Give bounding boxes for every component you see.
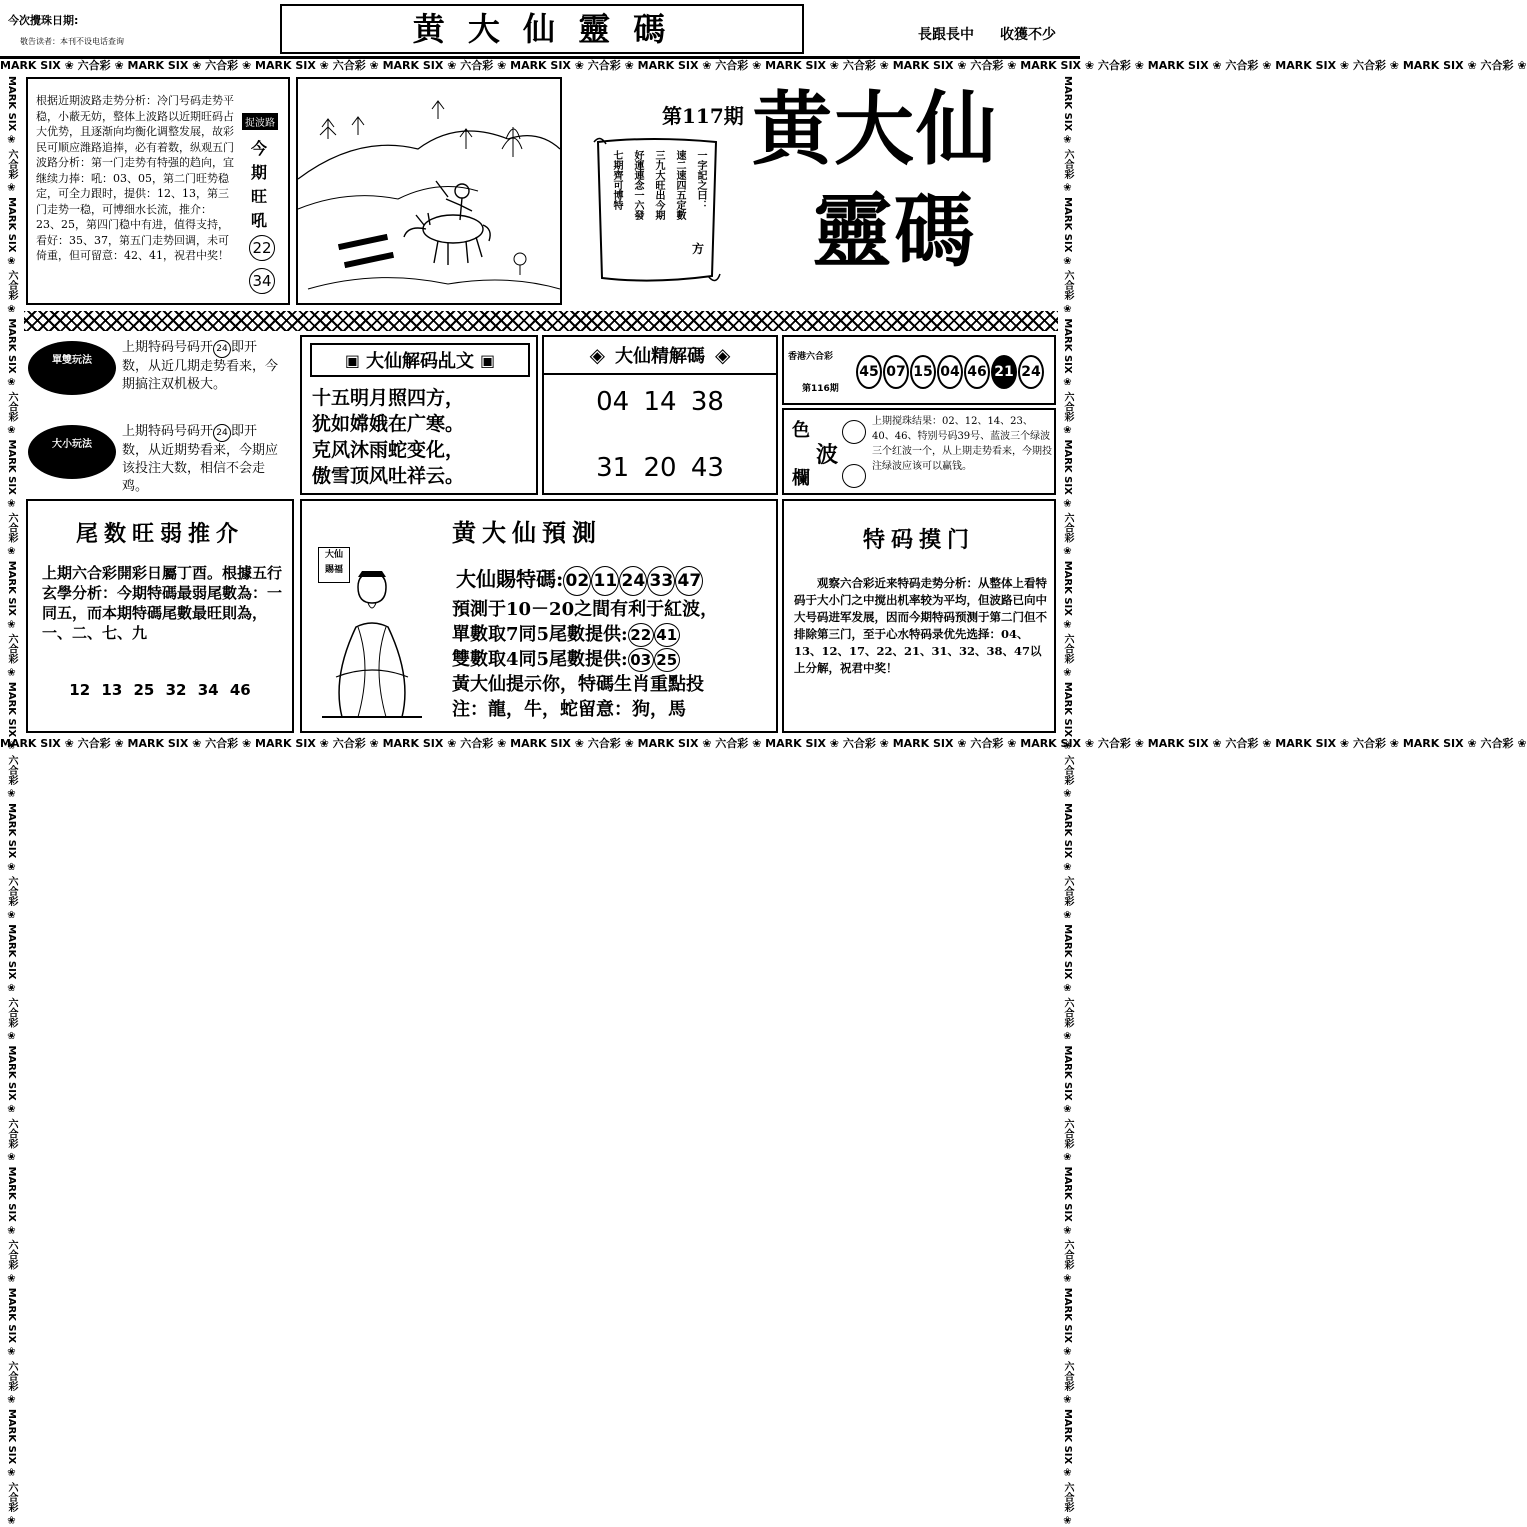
color-wave-circle-2 — [842, 464, 866, 488]
single-double-text-b: 即开 数，从近几期走势看来，今期搞注双机极大。 — [122, 340, 279, 392]
header-title-box — [280, 4, 804, 54]
special-num: 11 — [591, 566, 619, 596]
tail-title: 尾数旺弱推介 — [75, 521, 244, 547]
color-wave-label-1: 色 — [792, 420, 810, 441]
sage-stamp-side: 賜福 — [324, 565, 343, 575]
special-num: 33 — [647, 566, 675, 596]
special-num: 24 — [619, 566, 647, 596]
tail-text: 上期六合彩開彩日屬丁酉。根據五行玄學分析：今期特碼最弱尾數為：一同五，而本期特碼尾數最旺則為，一、二、七、九 — [42, 564, 283, 642]
hatch-divider — [24, 311, 1058, 331]
tail-num: 13 — [101, 681, 123, 699]
tail-num: 32 — [165, 681, 187, 699]
scroll-decoration — [592, 136, 722, 286]
tail-box — [26, 499, 294, 733]
door-title: 特码摸门 — [862, 527, 975, 553]
illustration-box — [296, 77, 562, 305]
prediction-line-2-num: 41 — [654, 623, 680, 647]
prediction-line-5: 注：龍，牛，蛇留意：狗，馬 — [452, 699, 686, 720]
prediction-line-2 — [452, 622, 772, 647]
slogan-left: 長跟長中 — [918, 27, 974, 43]
special-num: 47 — [675, 566, 703, 596]
single-double-badge — [28, 341, 116, 395]
poem-line-2: 犹如嫦娥在广寒。 — [312, 413, 465, 435]
door-text: 观察六合彩近来特码走势分析：从整体上看特码于大小门之中搅出机率较为平均，但波路已向中大号码进军发展，因而今期特码预测于第二门但不排除第三门，至于心水特码录优先选择：04、13、12、17、22、21、31、32、38、47以上分解，祝君中奖！ — [794, 576, 1047, 675]
header-title: 黄 大 仙 靈 碼 — [412, 10, 672, 48]
poem-title-left-icon: ▣ — [344, 350, 360, 370]
color-wave-box — [782, 408, 1056, 495]
color-wave-label-2: 波 — [816, 442, 839, 468]
slogan-right: 收獲不少 — [1000, 27, 1056, 43]
wave-number-1: 22 — [249, 235, 275, 261]
tail-numbers — [28, 681, 292, 699]
mark-six-strip-top: MARK SIX ❀ 六合彩 ❀ MARK SIX ❀ 六合彩 ❀ MARK SIX ❀ 六合彩 ❀ MARK SIX ❀ 六合彩 ❀ MARK SIX ❀ 六合彩 ❀ MARK SIX ❀ 六合彩 ❀ MARK SIX ❀ 六合彩 ❀ MARK SIX ❀ 六合彩 ❀ MARK SIX ❀ 六合彩 ❀ MARK SIX ❀ 六合彩 ❀ MARK SIX ❀ 六合彩 ❀ MARK SIX ❀ 六合彩 ❀ — [0, 59, 1527, 72]
tail-num: 12 — [69, 681, 91, 699]
sage-stamp-main: 大仙 — [324, 550, 343, 560]
big-small-num: 24 — [213, 424, 231, 442]
cowherd-landscape-illustration — [298, 79, 560, 303]
big-small-label: 大小玩法 — [52, 439, 92, 450]
jingjie-num: 20 — [643, 453, 677, 483]
issue-label: 第117期 — [662, 104, 744, 128]
tail-num: 25 — [133, 681, 155, 699]
hk-ball: 45 — [856, 355, 882, 389]
hk-ball: 04 — [937, 355, 963, 389]
single-double-text — [122, 339, 290, 394]
header-bar — [0, 0, 1080, 59]
prediction-title: 黄大仙預測 — [452, 518, 602, 547]
big-small-text-b: 即开 数，从近期势看来，今期应该投注大数，相信不会走鸡。 — [122, 424, 279, 494]
hk-ball: 46 — [964, 355, 990, 389]
scroll-col-1: 一字記之曰： — [695, 150, 706, 210]
special-line — [456, 563, 703, 596]
scroll-col-5: 七期齊可博特 — [611, 150, 622, 210]
door-box — [782, 499, 1056, 733]
wave-tag: 捉波路 — [242, 113, 278, 130]
single-double-text-a: 上期特码号码开 — [122, 340, 214, 355]
wave-analysis-text: 根据近期波路走势分析：冷门号码走势平稳，小蔽无妨，整体上波路以近期旺码占大优势，且逐渐向均衡化调整发展，故彩民可顺应潍路追捧，必有着数，纵观五门波路分析：第一门走势有特强的趋向，宜继续力捧：吼：03、05，第二门旺势稳定，可全力跟时，提供：12、13，第三门走势一稳，可博细水长流，推介：23、25，第四门稳中有进，值得支持，看好：35、37，第五门走势回调，未可倚重，但可留意：42、41，祝君中奖！ — [36, 94, 234, 262]
hk-results-box — [782, 335, 1056, 405]
prediction-lines — [452, 597, 772, 722]
single-double-label: 單雙玩法 — [52, 355, 92, 366]
prediction-line-3-num: 25 — [654, 648, 680, 672]
jingjie-row-2 — [544, 453, 776, 483]
mark-six-strip-left: MARK SIX ❀ 六合彩 ❀ MARK SIX ❀ 六合彩 ❀ MARK SIX ❀ 六合彩 ❀ MARK SIX ❀ 六合彩 ❀ MARK SIX ❀ 六合彩 ❀ MARK SIX ❀ 六合彩 ❀ MARK SIX ❀ 六合彩 ❀ MARK SIX ❀ 六合彩 ❀ MARK SIX ❀ 六合彩 ❀ MARK SIX ❀ 六合彩 ❀ MARK SIX ❀ 六合彩 ❀ MARK SIX ❀ 六合彩 ❀ — [6, 76, 17, 1527]
sage-figure-illustration — [312, 567, 432, 727]
color-wave-circle-1 — [842, 420, 866, 444]
jingjie-right-icon: ◈ — [715, 343, 731, 367]
scroll-col-3: 三九大旺出今期 — [653, 150, 664, 220]
poem-line-3: 克风沐雨蛇变化， — [312, 439, 465, 461]
jingjie-num: 38 — [690, 387, 724, 417]
hk-ball: 21 — [991, 355, 1017, 389]
big-small-text-a: 上期特码号码开 — [122, 424, 214, 439]
hk-balls — [856, 355, 1045, 389]
prediction-line-4: 黃大仙提示你，特碼生肖重點投 — [452, 674, 704, 695]
poem-line-4: 傲雪顶风吐祥云。 — [312, 465, 465, 487]
special-num: 02 — [563, 566, 591, 596]
jingjie-left-icon: ◈ — [589, 343, 605, 367]
big-title-2: 靈碼 — [812, 184, 976, 278]
big-small-text — [122, 423, 290, 496]
wave-number-2: 34 — [249, 268, 275, 294]
hk-ball: 07 — [883, 355, 909, 389]
big-title-1: 黄大仙 — [752, 82, 998, 176]
prediction-line-3-num: 03 — [628, 648, 654, 672]
poem-title-bar — [310, 343, 530, 377]
prediction-line-3 — [452, 647, 772, 672]
prediction-line-2-text: 單數取7同5尾數提供: — [452, 624, 628, 645]
big-small-badge — [28, 425, 116, 479]
jingjie-row-1 — [544, 387, 776, 417]
prediction-box — [300, 499, 778, 733]
poem-box — [300, 335, 538, 495]
hk-ball: 24 — [1018, 355, 1044, 389]
prediction-line-1: 預測于10－20之間有利于紅波， — [452, 599, 719, 620]
wave-analysis-box — [26, 77, 290, 305]
jingjie-title-bar — [544, 337, 776, 375]
scroll-col-2: 速二速四五定數 — [674, 150, 685, 220]
hk-ball: 15 — [910, 355, 936, 389]
jingjie-title: 大仙精解碼 — [615, 346, 705, 367]
special-label: 大仙賜特碼: — [456, 567, 564, 591]
mark-six-strip-right: MARK SIX ❀ 六合彩 ❀ MARK SIX ❀ 六合彩 ❀ MARK SIX ❀ 六合彩 ❀ MARK SIX ❀ 六合彩 ❀ MARK SIX ❀ 六合彩 ❀ MARK SIX ❀ 六合彩 ❀ MARK SIX ❀ 六合彩 ❀ MARK SIX ❀ 六合彩 ❀ MARK SIX ❀ 六合彩 ❀ MARK SIX ❀ 六合彩 ❀ MARK SIX ❀ 六合彩 ❀ MARK SIX ❀ 六合彩 ❀ — [1062, 76, 1073, 1527]
draw-date-label: 今次攪珠日期: — [8, 14, 79, 27]
color-wave-text: 上期搅珠结果：02、12、14、23、40、46、特别号码39号、蓝波三个绿波三个红波一个，从上期走势看来，今期投注绿波应该可以赢钱。 — [872, 416, 1052, 472]
color-wave-label-3: 欄 — [792, 468, 810, 489]
prediction-line-3-text: 雙數取4同5尾數提供: — [452, 649, 628, 670]
wave-side-text: 今期旺吼 — [251, 139, 268, 230]
jingjie-num: 04 — [596, 387, 630, 417]
mark-six-strip-bottom: MARK SIX ❀ 六合彩 ❀ MARK SIX ❀ 六合彩 ❀ MARK SIX ❀ 六合彩 ❀ MARK SIX ❀ 六合彩 ❀ MARK SIX ❀ 六合彩 ❀ MARK SIX ❀ 六合彩 ❀ MARK SIX ❀ 六合彩 ❀ MARK SIX ❀ 六合彩 ❀ MARK SIX ❀ 六合彩 ❀ MARK SIX ❀ 六合彩 ❀ MARK SIX ❀ 六合彩 ❀ MARK SIX ❀ 六合彩 ❀ — [0, 737, 1527, 750]
poem-lines — [312, 385, 532, 489]
notice-text: 敬告读者：本刊不设电话查询 — [20, 37, 124, 46]
scroll-col-4: 好運連念一六發 — [632, 150, 643, 220]
hk-issue: 第116期 — [802, 384, 839, 394]
scroll-footer: 方 — [692, 242, 705, 256]
poem-line-1: 十五明月照四方， — [312, 387, 465, 409]
single-double-num: 24 — [213, 340, 231, 358]
jingjie-num: 14 — [643, 387, 677, 417]
tail-num: 34 — [197, 681, 219, 699]
poem-title: 大仙解码乩文 — [366, 351, 474, 372]
poem-title-right-icon: ▣ — [480, 350, 496, 370]
jingjie-num: 43 — [690, 453, 724, 483]
prediction-line-2-num: 22 — [628, 623, 654, 647]
jingjie-num: 31 — [596, 453, 630, 483]
play-panel — [26, 335, 292, 495]
tail-num: 46 — [229, 681, 251, 699]
jingjie-box — [542, 335, 778, 495]
hk-label: 香港六合彩 — [788, 352, 834, 362]
